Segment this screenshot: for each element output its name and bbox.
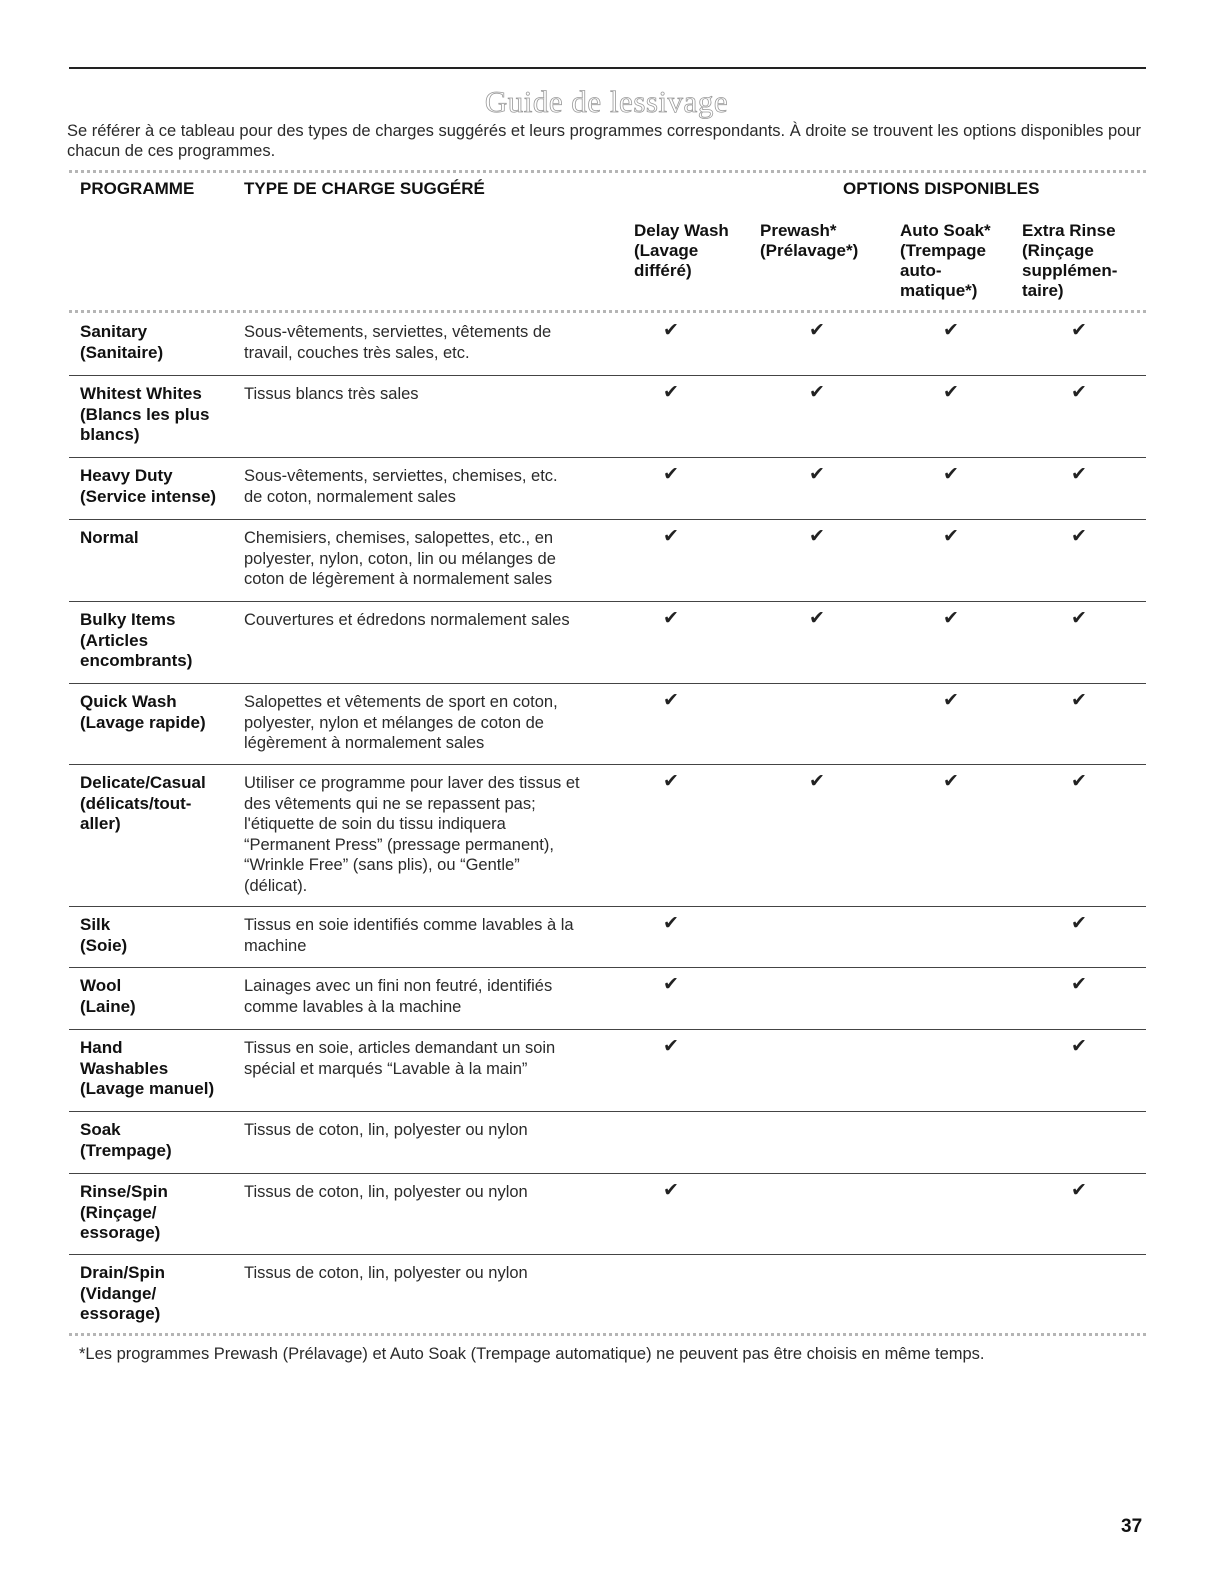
- check-mark-icon: ✔: [663, 382, 679, 403]
- check-mark-icon: ✔: [1071, 913, 1087, 934]
- top-rule: [69, 67, 1146, 69]
- check-mark-icon: ✔: [809, 526, 825, 547]
- row-divider: [69, 1254, 1146, 1255]
- check-mark-icon: ✔: [809, 320, 825, 341]
- check-mark-icon: ✔: [663, 608, 679, 629]
- header-load-type: TYPE DE CHARGE SUGGÉRÉ: [244, 179, 485, 198]
- load-type-description: Tissus de coton, lin, polyester ou nylon: [244, 1121, 528, 1139]
- program-name: Bulky Items (Articles encombrants): [80, 610, 193, 670]
- load-type-description: Tissus de coton, lin, polyester ou nylon: [244, 1183, 528, 1201]
- load-type-description: Couvertures et édredons normalement sales: [244, 611, 570, 629]
- load-type-description: Lainages avec un fini non feutré, identifiés comme lavables à la machine: [244, 977, 553, 1016]
- program-name: Drain/Spin (Vidange/ essorage): [80, 1263, 166, 1323]
- load-type-description: Tissus de coton, lin, polyester ou nylon: [244, 1264, 528, 1282]
- check-mark-icon: ✔: [1071, 464, 1087, 485]
- page-title: Guide de lessivage: [484, 84, 729, 119]
- check-mark-icon: ✔: [1071, 974, 1087, 995]
- check-mark-icon: ✔: [1071, 320, 1087, 341]
- check-mark-icon: ✔: [663, 526, 679, 547]
- check-mark-icon: ✔: [943, 464, 959, 485]
- check-mark-icon: ✔: [943, 526, 959, 547]
- row-divider: [69, 1111, 1146, 1112]
- check-mark-icon: ✔: [943, 382, 959, 403]
- load-type-description: Utiliser ce programme pour laver des tissus et des vêtements qui ne se repassent pas; l'étiquette de soin du tissu indiquera “Permanent Press” (pressage permanent), “Wrinkle Free” (sans plis), ou “Gentle” (délicat).: [244, 774, 580, 895]
- option-auto-soak: Auto Soak* (Trempage auto- matique*): [900, 221, 991, 300]
- check-mark-icon: ✔: [809, 771, 825, 792]
- option-extra-rinse: Extra Rinse (Rinçage supplémen- taire): [1022, 221, 1118, 300]
- load-type-description: Sous-vêtements, serviettes, chemises, etc. de coton, normalement sales: [244, 467, 558, 506]
- check-mark-icon: ✔: [809, 608, 825, 629]
- table-bottom-rule: [69, 1333, 1146, 1336]
- row-divider: [69, 906, 1146, 907]
- check-mark-icon: ✔: [1071, 690, 1087, 711]
- program-name: Normal: [80, 528, 139, 547]
- load-type-description: Tissus en soie, articles demandant un soin spécial et marqués “Lavable à la main”: [244, 1039, 556, 1078]
- check-mark-icon: ✔: [663, 1036, 679, 1057]
- check-mark-icon: ✔: [663, 974, 679, 995]
- row-divider: [69, 683, 1146, 684]
- check-mark-icon: ✔: [663, 1180, 679, 1201]
- load-type-description: Tissus blancs très sales: [244, 385, 419, 403]
- load-type-description: Salopettes et vêtements de sport en coton, polyester, nylon et mélanges de coton de légèrement à normalement sales: [244, 693, 558, 752]
- intro-text: Se référer à ce tableau pour des types de charges suggérés et leurs programmes correspondants. À droite se trouvent les options disponibles pour chacun de ces programmes.: [67, 122, 1142, 160]
- program-name: Quick Wash (Lavage rapide): [80, 692, 206, 732]
- row-divider: [69, 457, 1146, 458]
- header-program: PROGRAMME: [80, 179, 195, 198]
- program-name: Whitest Whites (Blancs les plus blancs): [80, 384, 210, 444]
- row-divider: [69, 764, 1146, 765]
- check-mark-icon: ✔: [1071, 1036, 1087, 1057]
- row-divider: [69, 1173, 1146, 1174]
- row-divider: [69, 519, 1146, 520]
- check-mark-icon: ✔: [1071, 382, 1087, 403]
- load-type-description: Tissus en soie identifiés comme lavables à la machine: [244, 916, 574, 955]
- check-mark-icon: ✔: [663, 913, 679, 934]
- program-name: Sanitary (Sanitaire): [80, 322, 164, 362]
- check-mark-icon: ✔: [943, 608, 959, 629]
- row-divider: [69, 601, 1146, 602]
- program-name: Silk (Soie): [80, 915, 128, 955]
- header-options: OPTIONS DISPONIBLES: [843, 179, 1040, 198]
- option-delay-wash: Delay Wash (Lavage différé): [634, 221, 729, 280]
- check-mark-icon: ✔: [663, 320, 679, 341]
- program-name: Heavy Duty (Service intense): [80, 466, 217, 506]
- header-top-rule: [69, 170, 1146, 173]
- check-mark-icon: ✔: [1071, 1180, 1087, 1201]
- check-mark-icon: ✔: [1071, 608, 1087, 629]
- check-mark-icon: ✔: [943, 320, 959, 341]
- check-mark-icon: ✔: [809, 464, 825, 485]
- check-mark-icon: ✔: [663, 771, 679, 792]
- load-type-description: Sous-vêtements, serviettes, vêtements de travail, couches très sales, etc.: [244, 323, 552, 362]
- program-name: Delicate/Casual (délicats/tout- aller): [80, 773, 206, 833]
- program-name: Hand Washables (Lavage manuel): [80, 1038, 215, 1098]
- check-mark-icon: ✔: [943, 771, 959, 792]
- row-divider: [69, 375, 1146, 376]
- check-mark-icon: ✔: [1071, 771, 1087, 792]
- check-mark-icon: ✔: [663, 464, 679, 485]
- option-prewash: Prewash* (Prélavage*): [760, 221, 859, 260]
- program-name: Wool (Laine): [80, 976, 136, 1016]
- check-mark-icon: ✔: [809, 382, 825, 403]
- load-type-description: Chemisiers, chemises, salopettes, etc., en polyester, nylon, coton, lin ou mélanges de coton de légèrement à normalement sales: [244, 529, 556, 588]
- footnote: *Les programmes Prewash (Prélavage) et Auto Soak (Trempage automatique) ne peuvent pas être choisis en même temps.: [79, 1345, 985, 1363]
- check-mark-icon: ✔: [663, 690, 679, 711]
- program-name: Rinse/Spin (Rinçage/ essorage): [80, 1182, 168, 1242]
- check-mark-icon: ✔: [1071, 526, 1087, 547]
- page-number: 37: [1121, 1516, 1143, 1537]
- check-mark-icon: ✔: [943, 690, 959, 711]
- program-name: Soak (Trempage): [80, 1120, 172, 1160]
- row-divider: [69, 1029, 1146, 1030]
- row-divider: [69, 967, 1146, 968]
- header-bottom-rule: [69, 310, 1146, 313]
